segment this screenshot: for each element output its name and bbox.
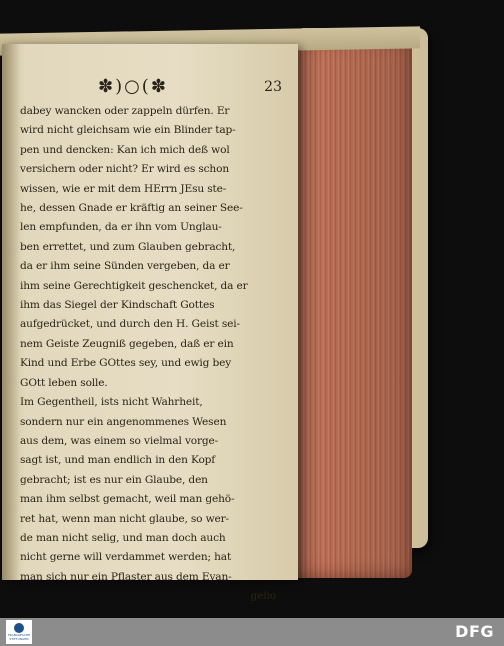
text-line: ihm seine Gerechtigkeit geschencket, da er: [20, 279, 248, 292]
footer-bar: [0, 618, 504, 646]
text-line: GOtt leben solle.: [20, 376, 108, 389]
text-line: Im Gegentheil, ists nicht Wahrheit,: [20, 396, 203, 409]
text-line: dabey wancken oder zappeln dürfen. Er: [20, 105, 230, 117]
text-line: wissen, wie er mit dem HErrn JEsu ste-: [20, 182, 227, 195]
text-line: ret hat, wenn man nicht glaube, so wer-: [20, 512, 229, 525]
book-page: [2, 44, 298, 603]
text-line: Kind und Erbe GOttes sey, und ewig bey: [20, 357, 232, 370]
logo-icon: [14, 623, 24, 633]
text-line: aufgedrücket, und durch den H. Geist sei-: [20, 318, 240, 331]
logo-text: FRANCKESCHE STIFTUNGEN: [7, 633, 31, 641]
text-line: aus dem, was einem so vielmal vorge-: [20, 434, 219, 447]
text-line: da er ihm seine Sünden vergeben, da er: [20, 260, 230, 273]
institution-logo[interactable]: [6, 620, 32, 644]
text-line: ihm das Siegel der Kindschaft Gottes: [20, 299, 215, 312]
text-line: sondern nur ein angenommenes Wesen: [20, 415, 227, 428]
page-text: [20, 102, 282, 607]
text-line: man ihm selbst gemacht, weil man gehö-: [20, 493, 235, 506]
dfg-logo[interactable]: DFG: [455, 622, 494, 641]
text-line: nem Geiste Zeugniß gegeben, daß er ein: [20, 337, 234, 350]
page-header: [98, 76, 268, 98]
text-line: len empfunden, da er ihn vom Unglau-: [20, 221, 222, 234]
text-line: nicht gerne will verdammet werden; hat: [20, 551, 232, 564]
text-line: versichern oder nicht? Er wird es schon: [20, 163, 230, 176]
text-line: gebracht; ist es nur ein Glaube, den: [20, 473, 208, 486]
catchword: gelio: [250, 590, 276, 603]
text-line: ben errettet, und zum Glauben gebracht,: [20, 240, 236, 253]
text-line: de man nicht selig, und man doch auch: [20, 531, 226, 544]
page-gutter: [2, 44, 20, 580]
text-line: sagt ist, und man endlich in den Kopf: [20, 454, 216, 467]
text-line: he, dessen Gnade er kräftig an seiner See-: [20, 202, 243, 215]
text-line: wird nicht gleichsam wie ein Blinder tap-: [20, 124, 236, 137]
text-line: man sich nur ein Pflaster aus dem Evan-: [20, 570, 232, 583]
header-ornament: ✽)○(✽: [98, 76, 168, 97]
page-number: 23: [264, 79, 282, 95]
text-line: pen und dencken: Kan ich mich deß wol: [20, 143, 230, 156]
page-edges-shade: [282, 38, 412, 578]
